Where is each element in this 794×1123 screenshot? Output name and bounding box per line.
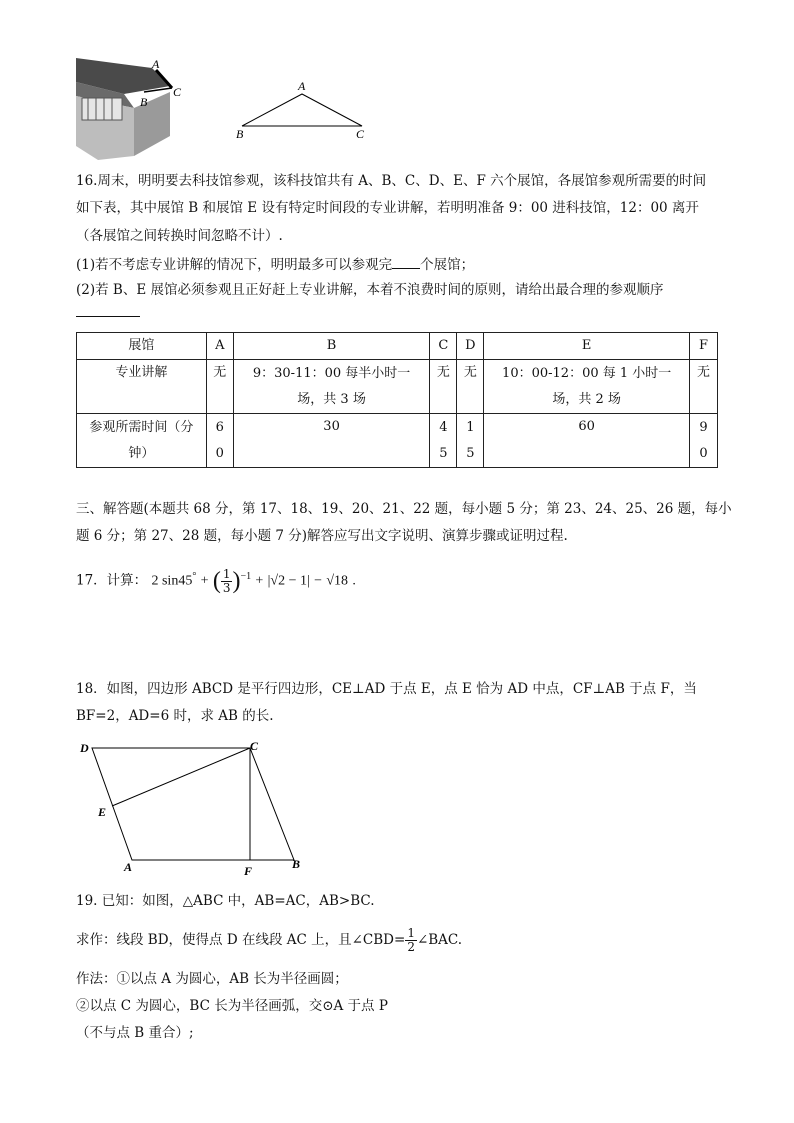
table-cell: 9：30-11：00 每半小时一 场，共 3 场 [233, 360, 430, 414]
table-row [77, 414, 718, 468]
table-header-cell: B [233, 333, 430, 360]
table-cell: 9 0 [689, 414, 717, 468]
q17-frac-num: 1 [222, 566, 231, 581]
q17-deg: ° [192, 571, 197, 582]
q19-line3: 作法：①以点 A 为圆心，AB 长为半径画圆； [76, 971, 348, 987]
para-label-d: D [80, 741, 89, 755]
q18-line1: 18．如图，四边形 ABCD 是平行四边形，CE⊥AD 于点 E，点 E 恰为 AD 中点，CF⊥AB 于点 F，当 [76, 681, 697, 697]
parallelogram-shape [92, 748, 294, 860]
triangle-label-a: A [298, 79, 306, 93]
triangle-figure [232, 78, 372, 142]
q16-line1: 16.周末，明明要去科技馆参观，该科技馆共有 A、B、C、D、E、F 六个展馆，各展馆参观所需要的时间 [76, 173, 707, 189]
building-figure [74, 56, 186, 162]
table-cell: 30 [233, 414, 430, 468]
q16-sub2: (2)若 B、E 展馆必须参观且正好赶上专业讲解，本着不浪费时间的原则，请给出最合理的参观顺序 [76, 282, 664, 298]
triangle-label-b: B [236, 127, 244, 141]
q17-end: . [352, 573, 356, 589]
q17-plus2: + [255, 573, 264, 589]
q17-plus1: + [200, 573, 209, 589]
q16-sub1-pre: (1)若不考虑专业讲解的情况下，明明最多可以参观完 [76, 257, 393, 273]
q17-abs-inner: √2 − 1 [270, 573, 308, 589]
para-label-f: F [244, 864, 253, 878]
exhibition-table [76, 332, 718, 468]
q19-fraction [405, 927, 417, 954]
table-cell: 无 [206, 360, 233, 414]
q19-line2 [76, 926, 462, 954]
building-label-a: A [152, 57, 160, 71]
table-cell: 10：00-12：00 每 1 小时一 场，共 2 场 [484, 360, 690, 414]
q16-sub2-blank[interactable] [76, 316, 140, 317]
section3-line2: 题 6 分；第 27、28 题，每小题 7 分)解答应写出文字说明、演算步骤或证明过程. [76, 528, 568, 544]
triangle-shape [242, 94, 362, 126]
q16-sub1-blank[interactable] [392, 254, 420, 269]
q17: 17．计算： 2 sin45° + ( $\frac{1}{3}$ )$^{-1}$ + |√2 − 1| − √18 . [76, 566, 356, 595]
q19-frac-den: 2 [407, 940, 415, 954]
building-label-b: B [140, 95, 148, 109]
q19-frac-num: 1 [407, 926, 415, 940]
table-cell: 60 [484, 414, 690, 468]
q16-line2: 如下表，其中展馆 B 和展馆 E 设有特定时间段的专业讲解，若明明准备 9：00 进科技馆，12：00 离开 [76, 200, 699, 216]
triangle-label-c: C [356, 127, 365, 141]
table-header-row [77, 333, 718, 360]
table-header-cell: 展馆 [77, 333, 207, 360]
para-label-b: B [292, 857, 301, 871]
q17-exp: −1 [240, 571, 252, 582]
parallelogram-figure [76, 738, 308, 878]
q17-label: 17．计算： [76, 572, 148, 589]
q17-expr-a: 2 sin45 [151, 573, 193, 589]
q19-line2-pre: 求作：线段 BD，使得点 D 在线段 AC 上，且∠CBD= [76, 932, 406, 948]
q19-line5: （不与点 B 重合）; [76, 1025, 194, 1041]
q19-line4: ②以点 C 为圆心，BC 长为半径画弧，交⊙A 于点 P [76, 998, 388, 1014]
table-row-label: 参观所需时间（分 钟） [77, 414, 207, 468]
table-header-cell: F [689, 333, 717, 360]
table-cell: 无 [689, 360, 717, 414]
para-label-c: C [250, 739, 259, 753]
table-row-label: 专业讲解 [77, 360, 207, 414]
table-cell: 无 [430, 360, 457, 414]
table-header-cell: D [457, 333, 484, 360]
q16-line3: （各展馆之间转换时间忽略不计）. [76, 228, 283, 244]
q17-minus: − [314, 573, 323, 589]
table-cell: 4 5 [430, 414, 457, 468]
building-label-c: C [173, 85, 182, 99]
q19-line1: 19. 已知：如图，△ABC 中，AB=AC，AB>BC. [76, 893, 375, 909]
section3-line1: 三、解答题(本题共 68 分，第 17、18、19、20、21、22 题，每小题 5 分；第 23、24、25、26 题，每小 [76, 501, 732, 517]
table-header-cell: E [484, 333, 690, 360]
q17-sqrt18: √18 [326, 573, 349, 589]
q17-fraction [221, 568, 233, 595]
table-cell: 6 0 [206, 414, 233, 468]
q16-sub1 [76, 254, 474, 274]
table-row [77, 360, 718, 414]
para-label-a: A [124, 860, 133, 874]
q17-frac-den: 3 [222, 580, 231, 595]
table-cell: 无 [457, 360, 484, 414]
segment-ce [112, 748, 250, 806]
q19-line2-post: ∠BAC. [416, 932, 463, 948]
table-header-cell: C [430, 333, 457, 360]
q16-sub1-post: 个展馆； [420, 257, 475, 273]
table-header-cell: A [206, 333, 233, 360]
table-cell: 1 5 [457, 414, 484, 468]
q18-line2: BF=2，AD=6 时，求 AB 的长. [76, 708, 274, 724]
para-label-e: E [98, 805, 107, 819]
